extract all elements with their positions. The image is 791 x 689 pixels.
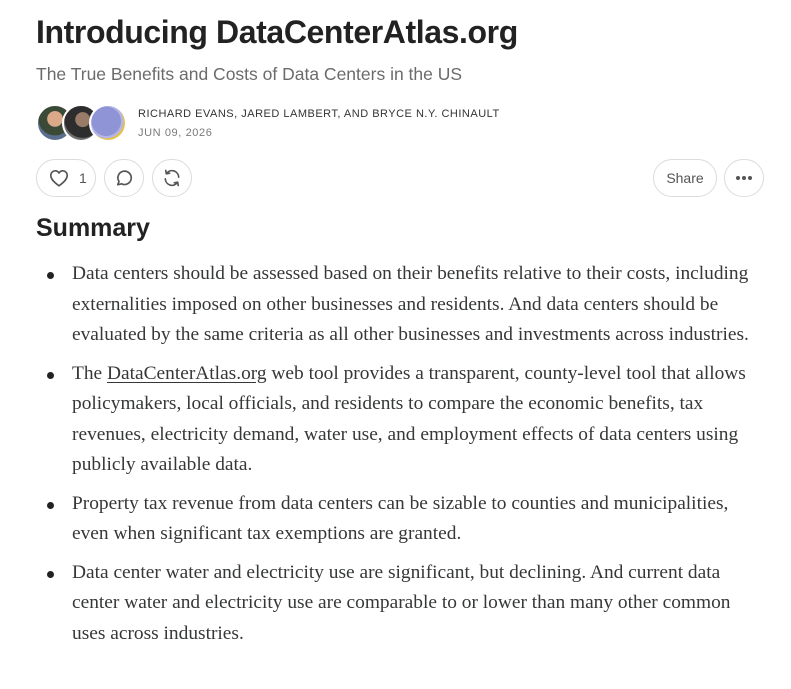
share-button[interactable]: Share [653, 159, 717, 197]
list-item: Data center water and electricity use are significant, but declining. And current data center water and electricity use are comparable to or lower than many other common uses across industries. [36, 558, 756, 650]
comment-bubble-icon [114, 168, 134, 188]
restack-icon [162, 168, 182, 188]
like-button[interactable] [36, 159, 96, 197]
post-date: JUN 09, 2026 [138, 127, 213, 139]
summary-list [36, 259, 756, 657]
avatar[interactable] [89, 104, 127, 142]
byline [36, 104, 736, 142]
bullet-text-suffix: web tool provides a transparent, county-level tool that allows policymakers, local officials, and residents to compare the economic benefits, tax revenues, electricity demand, water use, and employment effects of data centers using publicly available data. [72, 362, 746, 475]
post-subtitle: The True Benefits and Costs of Data Centers in the US [36, 64, 463, 84]
datacenteratlas-link[interactable]: DataCenterAtlas.org [107, 362, 267, 384]
post-title: Introducing DataCenterAtlas.org [36, 14, 518, 50]
author-avatars[interactable] [36, 104, 128, 142]
like-count: 1 [79, 170, 87, 186]
restack-button[interactable] [152, 159, 192, 197]
ellipsis-icon [735, 175, 753, 181]
author-names[interactable]: RICHARD EVANS, JARED LAMBERT, AND BRYCE N.Y. CHINAULT [138, 108, 500, 120]
bullet-text-prefix: The [72, 362, 107, 384]
list-item [36, 359, 756, 481]
list-item: Property tax revenue from data centers can be sizable to counties and municipalities, even when significant tax exemptions are granted. [36, 489, 756, 550]
more-options-button[interactable] [724, 159, 764, 197]
list-item: Data centers should be assessed based on their benefits relative to their costs, including externalities imposed on other businesses and residents. And data centers should be evaluated by the same criteria as all other businesses and investments across industries. [36, 259, 756, 351]
comment-button[interactable] [104, 159, 144, 197]
heart-icon [49, 169, 69, 187]
action-bar [36, 159, 764, 199]
summary-heading: Summary [36, 214, 150, 242]
